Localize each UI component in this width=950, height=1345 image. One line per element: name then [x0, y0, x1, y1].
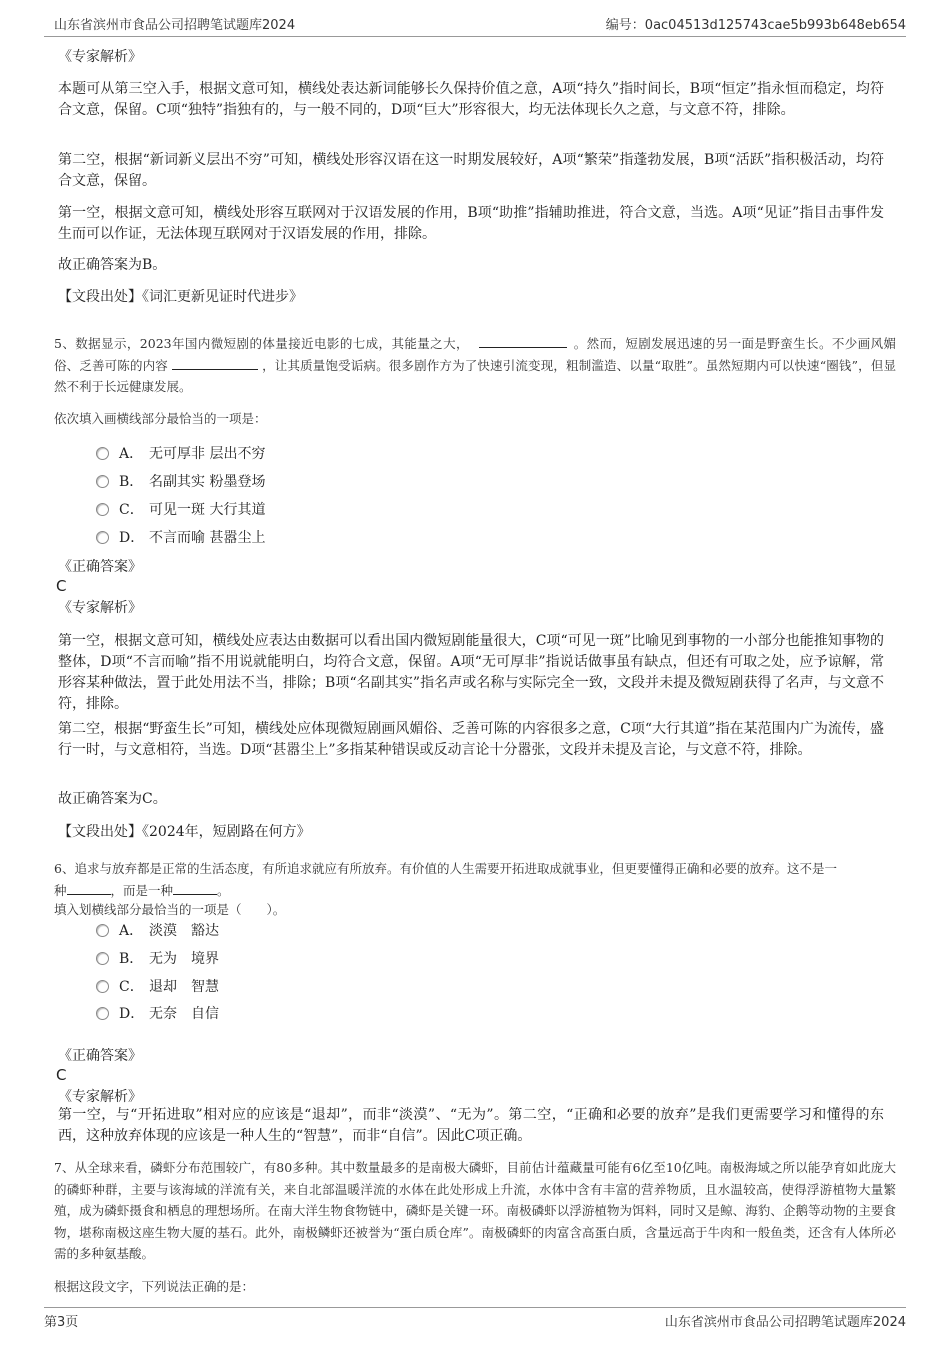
question-7-stem: 7、从全球来看，磷虾分布范围较广，有80多种。其中数量最多的是南极大磷虾，目前估计蕴藏量可能有6亿至10亿吨。南极海域之所以能孕育如此庞大的磷虾种群，主要与该海域的洋流有关，来自北部温暖洋流的水体在此处形成上升流，水体中含有丰富的营养物质，且水温较高，使得浮游植物大量繁殖，成为磷虾摄食和栖息的理想场所。在南大洋生物食物链中，磷虾是关键一环。南极磷虾以浮游植物为饵料，同时又是鲸、海豹、企鹅等动物的主要食物，堪称南极这座生物大厦的基石。此外，南极鳞虾还被誉为“蛋白质仓库”。南极磷虾的肉富含高蛋白质，含量远高于牛肉和一般鱼类，还含有人体所必需的多种氨基酸。 — [54, 1160, 896, 1261]
radio-icon[interactable] — [96, 952, 109, 965]
conclusion: 故正确答案为B。 — [58, 257, 167, 273]
q5-text-c: ，让其质量饱受诟病。很多剧作方为了快速引流变现，粗制滥造、以量“取胜”。虽然短期内可以快速“圈钱”，但显然不利于长远健康发展。 — [54, 357, 896, 394]
option-c[interactable]: C． 可见一斑 大行其道 — [96, 500, 265, 520]
option-c[interactable]: C． 退却 智慧 — [96, 977, 219, 997]
analysis-paragraph: 第一空，根据文意可知，横线处应表达由数据可以看出国内微短剧能量很大，C项“可见一斑”比喻见到事物的一小部分也能推知事物的整体，D项“不言而喻”指不用说就能明白，均符合文意，保留。A项“无可厚非”指说话做事虽有缺点，但还有可取之处，应予谅解，常形容某种做法，置于此处用法不当，排除；B项“名副其实”指名声或名称与实际完全一致，文段并未提及微短剧获得了名声，与文意不符，排除。 — [58, 633, 884, 712]
question-prompt: 根据这段文字，下列说法正确的是： — [54, 1279, 255, 1294]
header-title: 山东省滨州市食品公司招聘笔试题库2024 — [54, 18, 296, 33]
source-citation: 【文段出处】《2024年，短剧路在何方》 — [58, 824, 311, 840]
footer-title: 山东省滨州市食品公司招聘笔试题库2024 — [664, 1315, 906, 1330]
analysis-label: 《专家解析》 — [58, 1089, 142, 1105]
conclusion: 故正确答案为C。 — [58, 791, 167, 807]
option-b[interactable]: B． 名副其实 粉墨登场 — [96, 472, 265, 492]
question-prompt: 依次填入画横线部分最恰当的一项是： — [54, 411, 267, 426]
page-header — [54, 14, 906, 34]
radio-icon[interactable] — [96, 980, 109, 993]
answer-label: 《正确答案》 — [58, 559, 142, 575]
question-6-stem: 6、追求与放弃都是正常的生活态度，有所追求就应有所放弃。有价值的人生需要开拓进取成就事业，但更要懂得正确和必要的放弃。这不是一 种 ，而是一种 。 — [54, 861, 837, 898]
radio-icon[interactable] — [96, 447, 109, 460]
source-citation: 【文段出处】《词汇更新见证时代进步》 — [58, 289, 303, 305]
answer-label: 《正确答案》 — [58, 1048, 142, 1064]
answer-blank — [172, 357, 258, 370]
correct-answer: C — [56, 1066, 67, 1084]
analysis-label: 《专家解析》 — [58, 49, 142, 65]
option-a[interactable]: A． 淡漠 豁达 — [96, 921, 219, 941]
analysis-paragraph: 本题可从第三空入手，根据文意可知，横线处表达新词能够长久保持价值之意，A项“持久”指时间长，B项“恒定”指永恒而稳定，均符合文意，保留。C项“独特”指独有的，与一般不同的，D项“巨大”形容很大，均无法体现长久之意，与文意不符，排除。 — [58, 81, 884, 118]
analysis-paragraph: 第一空，与“开拓进取”相对应的应该是“退却”，而非“淡漠”、“无为”。第二空，“正确和必要的放弃”是我们更需要学习和懂得的东西，这种放弃体现的应该是一种人生的“智慧”，而非“自信”。因此C项正确。 — [58, 1107, 884, 1144]
option-d[interactable]: D． 无奈 自信 — [96, 1004, 219, 1024]
correct-answer: C — [56, 577, 67, 595]
radio-icon[interactable] — [96, 1007, 109, 1020]
question-prompt: 填入划横线部分最恰当的一项是（ ）。 — [54, 902, 286, 917]
header-code: 编号：0ac04513d125743cae5b993b648eb654 — [605, 18, 906, 33]
answer-blank — [173, 882, 217, 895]
analysis-paragraph: 第二空，根据“野蛮生长”可知，横线处应体现微短剧画风媚俗、乏善可陈的内容很多之意，C项“大行其道”指在某范围内广为流传，盛行一时，与文意相符，当选。D项“甚嚣尘上”多指某种错误或反动言论十分嚣张，文段并未提及言论，与文意不符，排除。 — [58, 721, 884, 758]
option-d[interactable]: D． 不言而喻 甚嚣尘上 — [96, 528, 265, 548]
analysis-paragraph: 第一空，根据文意可知，横线处形容互联网对于汉语发展的作用，B项“助推”指辅助推进，符合文意，当选。A项“见证”指目击事件发生而可以作证，无法体现互联网对于汉语发展的作用，排除。 — [58, 205, 884, 242]
question-5-stem — [54, 333, 896, 398]
analysis-label: 《专家解析》 — [58, 600, 142, 616]
page-number: 第3页 — [44, 1315, 79, 1330]
radio-icon[interactable] — [96, 503, 109, 516]
q5-text-b: 。然而，短剧发展迅速的另一面是野蛮生长。不少画风媚俗、乏善可陈的内容 — [54, 336, 896, 373]
analysis-paragraph: 第二空，根据“新词新义层出不穷”可知，横线处形容汉语在这一时期发展较好，A项“繁荣”指蓬勃发展，B项“活跃”指积极活动，均符合文意，保留。 — [58, 152, 884, 189]
option-b[interactable]: B． 无为 境界 — [96, 949, 219, 969]
q5-text-a: 5、数据显示，2023年国内微短剧的体量接近电影的七成，其能量之大， — [54, 336, 469, 351]
radio-icon[interactable] — [96, 475, 109, 488]
option-a[interactable]: A． 无可厚非 层出不穷 — [96, 444, 265, 464]
answer-blank — [67, 882, 111, 895]
header-rule — [44, 36, 906, 37]
radio-icon[interactable] — [96, 531, 109, 544]
footer-rule — [44, 1307, 906, 1308]
page-footer — [44, 1311, 906, 1331]
radio-icon[interactable] — [96, 924, 109, 937]
answer-blank — [479, 335, 567, 348]
